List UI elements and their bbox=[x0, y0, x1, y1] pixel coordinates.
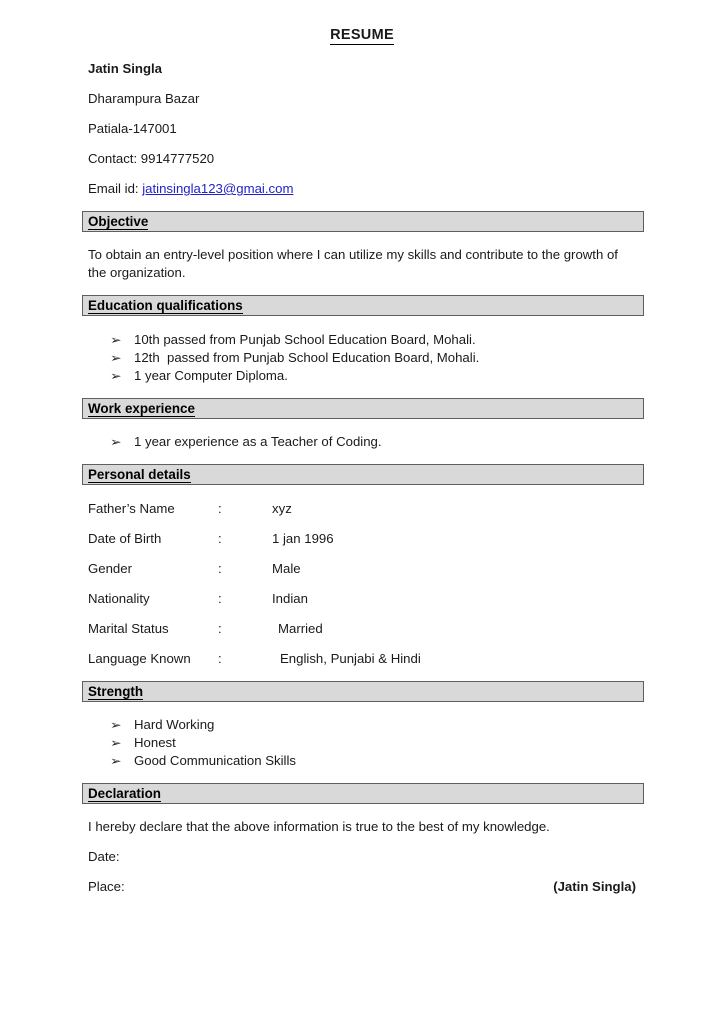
objective-body-line-1: To obtain an entry-level position where I can utilize my skills and contribute to the growth of bbox=[88, 247, 618, 262]
list-item-label: Honest bbox=[134, 735, 176, 750]
declaration-place-label: Place: bbox=[88, 879, 125, 894]
section-title-objective: Objective bbox=[88, 214, 149, 229]
detail-label: Gender bbox=[88, 561, 132, 576]
bullet-arrow-icon: ➢ bbox=[110, 736, 122, 750]
section-header-personal-details bbox=[82, 464, 644, 485]
detail-colon: : bbox=[218, 561, 222, 576]
bullet-arrow-icon: ➢ bbox=[110, 351, 122, 365]
detail-value: English, Punjabi & Hindi bbox=[280, 651, 421, 666]
email-label: Email id: bbox=[88, 181, 143, 196]
signature-name: (Jatin Singla) bbox=[553, 879, 636, 894]
bullet-arrow-icon: ➢ bbox=[110, 754, 122, 768]
detail-value: Married bbox=[278, 621, 323, 636]
list-item bbox=[110, 368, 288, 384]
bullet-arrow-icon: ➢ bbox=[110, 435, 122, 449]
list-item bbox=[110, 350, 479, 366]
declaration-statement: I hereby declare that the above information is true to the best of my knowledge. bbox=[88, 819, 550, 834]
detail-label: Marital Status bbox=[88, 621, 169, 636]
detail-value: Indian bbox=[272, 591, 308, 606]
list-item-label: 12th passed from Punjab School Education Board, Mohali. bbox=[134, 350, 480, 365]
detail-label: Language Known bbox=[88, 651, 191, 666]
list-item-label: 1 year experience as a Teacher of Coding. bbox=[134, 434, 382, 449]
objective-body-line-2: the organization. bbox=[88, 265, 186, 280]
bullet-arrow-icon: ➢ bbox=[110, 333, 122, 347]
detail-value: xyz bbox=[272, 501, 292, 516]
page-title-text: RESUME bbox=[330, 27, 394, 43]
section-header-strength bbox=[82, 681, 644, 702]
detail-colon: : bbox=[218, 531, 222, 546]
address-line-1: Dharampura Bazar bbox=[88, 91, 200, 106]
section-title-personal-details: Personal details bbox=[88, 467, 191, 482]
section-header-declaration bbox=[82, 783, 644, 804]
list-item bbox=[110, 332, 476, 348]
section-title-education: Education qualifications bbox=[88, 298, 243, 313]
list-item-label: Hard Working bbox=[134, 717, 215, 732]
list-item-label: Good Communication Skills bbox=[134, 753, 296, 768]
list-item bbox=[110, 735, 176, 751]
page-title bbox=[0, 27, 724, 43]
section-header-work-experience bbox=[82, 398, 644, 419]
email-row bbox=[88, 181, 293, 197]
detail-colon: : bbox=[218, 621, 222, 636]
detail-colon: : bbox=[218, 591, 222, 606]
list-item-label: 1 year Computer Diploma. bbox=[134, 368, 288, 383]
list-item-label: 10th passed from Punjab School Education Board, Mohali. bbox=[134, 332, 476, 347]
email-link[interactable]: jatinsingla123@gmai.com bbox=[142, 181, 294, 196]
detail-colon: : bbox=[218, 501, 222, 516]
detail-colon: : bbox=[218, 651, 222, 666]
contact-number: Contact: 9914777520 bbox=[88, 151, 215, 166]
candidate-name: Jatin Singla bbox=[88, 61, 163, 76]
bullet-arrow-icon: ➢ bbox=[110, 718, 122, 732]
section-title-work-experience: Work experience bbox=[88, 401, 195, 416]
bullet-arrow-icon: ➢ bbox=[110, 369, 122, 383]
detail-label: Date of Birth bbox=[88, 531, 162, 546]
section-header-education bbox=[82, 295, 644, 316]
detail-label: Father’s Name bbox=[88, 501, 175, 516]
address-line-2: Patiala-147001 bbox=[88, 121, 177, 136]
detail-value: Male bbox=[272, 561, 301, 576]
declaration-date-label: Date: bbox=[88, 849, 120, 864]
section-header-objective bbox=[82, 211, 644, 232]
section-title-declaration: Declaration bbox=[88, 786, 161, 801]
list-item bbox=[110, 717, 214, 733]
detail-value: 1 jan 1996 bbox=[272, 531, 334, 546]
detail-label: Nationality bbox=[88, 591, 150, 606]
list-item bbox=[110, 434, 382, 450]
section-title-strength: Strength bbox=[88, 684, 144, 699]
list-item bbox=[110, 753, 296, 769]
